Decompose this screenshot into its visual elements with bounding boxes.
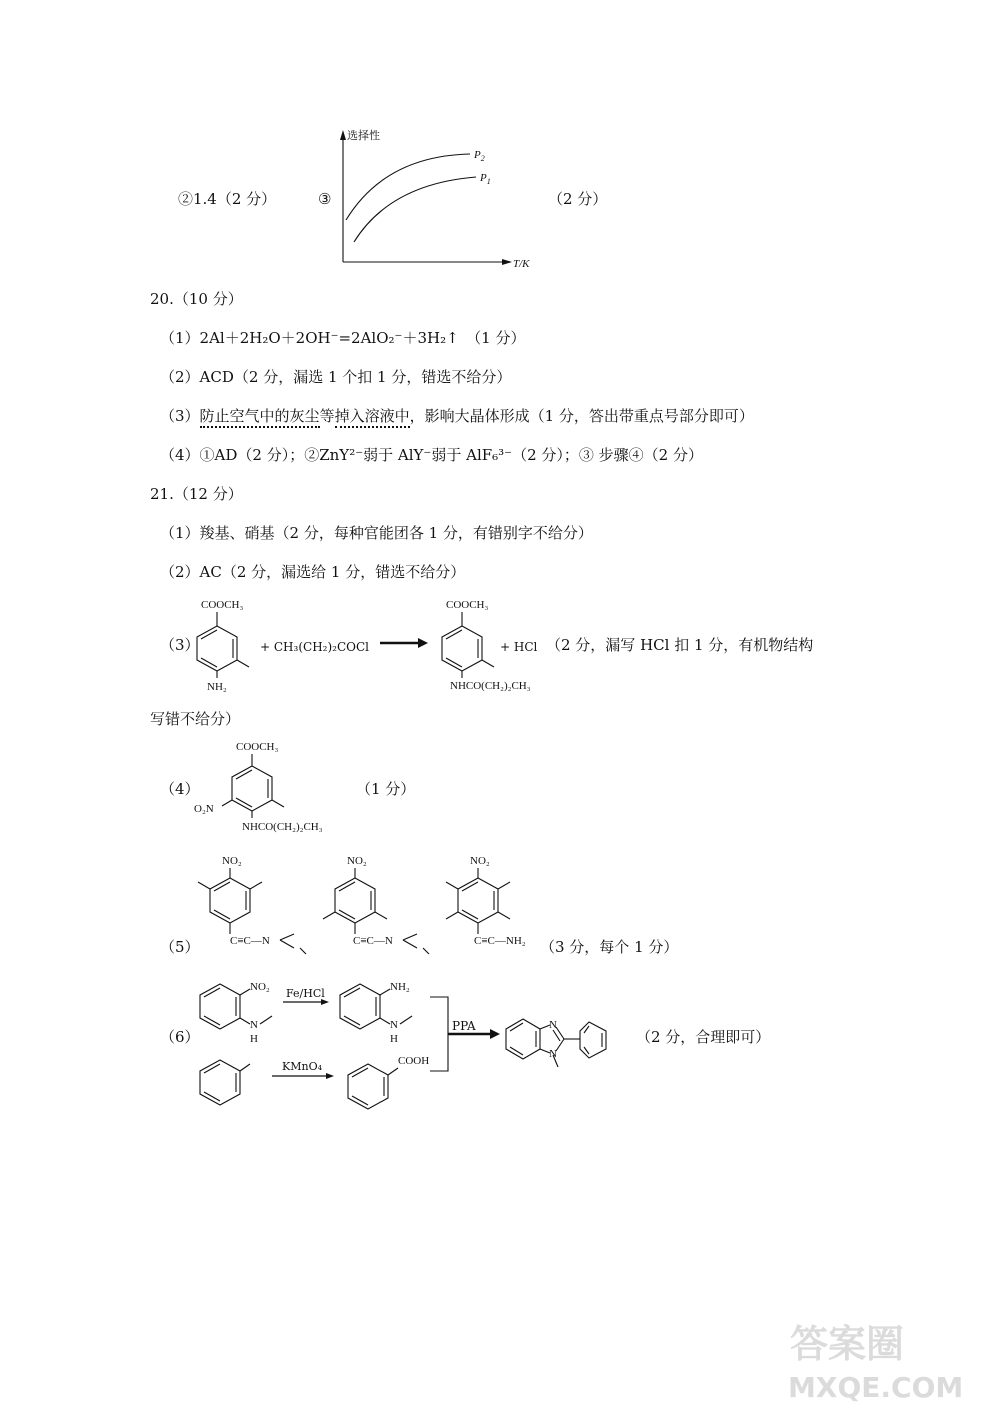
structure-5c — [428, 850, 548, 960]
svg-text:H: H — [250, 1033, 258, 1045]
y-axis-label: 选择性 — [347, 130, 380, 142]
svg-text:N: N — [549, 1048, 557, 1060]
svg-text:答案圈: 答案圈 — [790, 1322, 905, 1366]
x-axis-arrow — [502, 259, 512, 265]
q20-line2: （2）ACD（2 分，漏选 1 个扣 1 分，错选不给分） — [160, 368, 512, 386]
svg-text:N: N — [250, 1019, 258, 1031]
svg-text:H: H — [390, 1033, 398, 1045]
svg-text:NO₂: NO₂ — [250, 981, 270, 993]
svg-text:COOCH₃: COOCH₃ — [446, 599, 489, 611]
q21-line2: （2）AC（2 分，漏选给 1 分，错选不给分） — [160, 563, 466, 581]
svg-text:MXQE.COM: MXQE.COM — [788, 1371, 964, 1404]
q21-line4-label: （4） — [160, 780, 200, 798]
q20-line4: （4）①AD（2 分）；②ZnY²⁻弱于 AlY⁻弱于 AlF₆³⁻（2 分）；③ 步骤④（2 分） — [160, 446, 703, 464]
svg-text:NHCO(CH₂)₂CH₃: NHCO(CH₂)₂CH₃ — [242, 821, 323, 833]
reagent-fe-hcl: Fe/HCl — [286, 987, 325, 1000]
svg-text:NH₂: NH₂ — [390, 981, 410, 993]
q21-line4-score: （1 分） — [356, 780, 416, 798]
q21-line3-label: （3） — [160, 636, 200, 654]
structure-4 — [190, 738, 350, 838]
series-label-p1: $P_1$ — [480, 172, 491, 186]
reagent-ppa: PPA — [452, 1019, 476, 1033]
q20-line3 — [160, 407, 754, 425]
structure-5a — [190, 850, 310, 960]
q21-line3-hcl: + HCl — [500, 640, 538, 654]
product-benzimidazole — [498, 1005, 638, 1080]
svg-text:NHCO(CH₂)₂CH₃: NHCO(CH₂)₂CH₃ — [450, 680, 531, 692]
svg-text:N: N — [549, 1019, 557, 1031]
q21-line3-score: （2 分，漏写 HCl 扣 1 分，有机物结构 — [546, 636, 814, 654]
svg-text:C≡C—NH₂: C≡C—NH₂ — [474, 935, 526, 947]
series-label-p2: $P_2$ — [474, 149, 485, 163]
q21-line5-label: （5） — [160, 938, 200, 956]
arrow-kmno4 — [272, 1071, 338, 1081]
structure-5b — [315, 850, 435, 960]
svg-text:NO₂: NO₂ — [347, 855, 367, 867]
q19-sub3-score: （2 分） — [548, 190, 608, 208]
svg-text:NO₂: NO₂ — [222, 855, 242, 867]
reaction-arrow-3 — [380, 637, 430, 649]
q19-sub2: ②1.4（2 分） — [178, 190, 277, 208]
q21-line1: （1）羧基、硝基（2 分，每种官能团各 1 分，有错别字不给分） — [160, 524, 593, 542]
series-line-p1 — [354, 177, 476, 242]
q21-line6-label: （6） — [160, 1028, 200, 1046]
svg-text:N: N — [390, 1019, 398, 1031]
route-intermediate-1 — [330, 968, 430, 1058]
reactant-structure-3 — [185, 594, 265, 694]
svg-text:NO₂: NO₂ — [470, 855, 490, 867]
svg-text:NH₂: NH₂ — [207, 681, 227, 693]
reagent-kmno4: KMnO₄ — [282, 1060, 322, 1073]
bracket-and-ppa-arrow — [428, 995, 508, 1075]
selectivity-chart — [330, 126, 550, 276]
svg-text:COOH: COOH — [398, 1055, 430, 1067]
watermark-logo — [780, 1315, 980, 1405]
q20-line1: （1）2Al＋2H₂O＋2OH⁻=2AlO₂⁻＋3H₂↑ （1 分） — [160, 329, 526, 347]
svg-text:C≡C—N: C≡C—N — [230, 935, 270, 947]
svg-text:O₂N: O₂N — [194, 803, 214, 815]
q20-line3-mid: 等 — [319, 407, 335, 425]
q20-header: 20.（10 分） — [150, 290, 243, 308]
route-intermediate-2 — [338, 1050, 438, 1110]
x-axis-label: T/K — [513, 258, 530, 270]
svg-text:COOCH₃: COOCH₃ — [201, 599, 244, 611]
q21-line3-cont: 写错不给分） — [150, 710, 241, 728]
y-axis-arrow — [340, 130, 346, 140]
q20-line3-emph1: 防止空气中的灰尘 — [200, 407, 320, 428]
q20-line3-emph2: 掉入溶液中 — [335, 407, 410, 428]
route-start-1 — [190, 968, 280, 1058]
q19-sub3-label: ③ — [318, 190, 332, 208]
q21-line5-score: （3 分，每个 1 分） — [540, 938, 679, 956]
arrow-fe-hcl — [283, 997, 333, 1007]
q21-header: 21.（12 分） — [150, 485, 243, 503]
route-start-2 — [190, 1050, 270, 1110]
q21-line6-score: （2 分，合理即可） — [636, 1028, 771, 1046]
series-line-p2 — [346, 154, 470, 220]
svg-text:COOCH₃: COOCH₃ — [236, 741, 279, 753]
q20-line3-prefix: （3） — [160, 407, 200, 425]
svg-text:C≡C—N: C≡C—N — [353, 935, 393, 947]
q20-line3-rest: ，影响大晶体形成（1 分，答出带重点号部分即可） — [409, 407, 754, 425]
q21-line3-reagent: + CH₃(CH₂)₂COCl — [260, 640, 369, 654]
